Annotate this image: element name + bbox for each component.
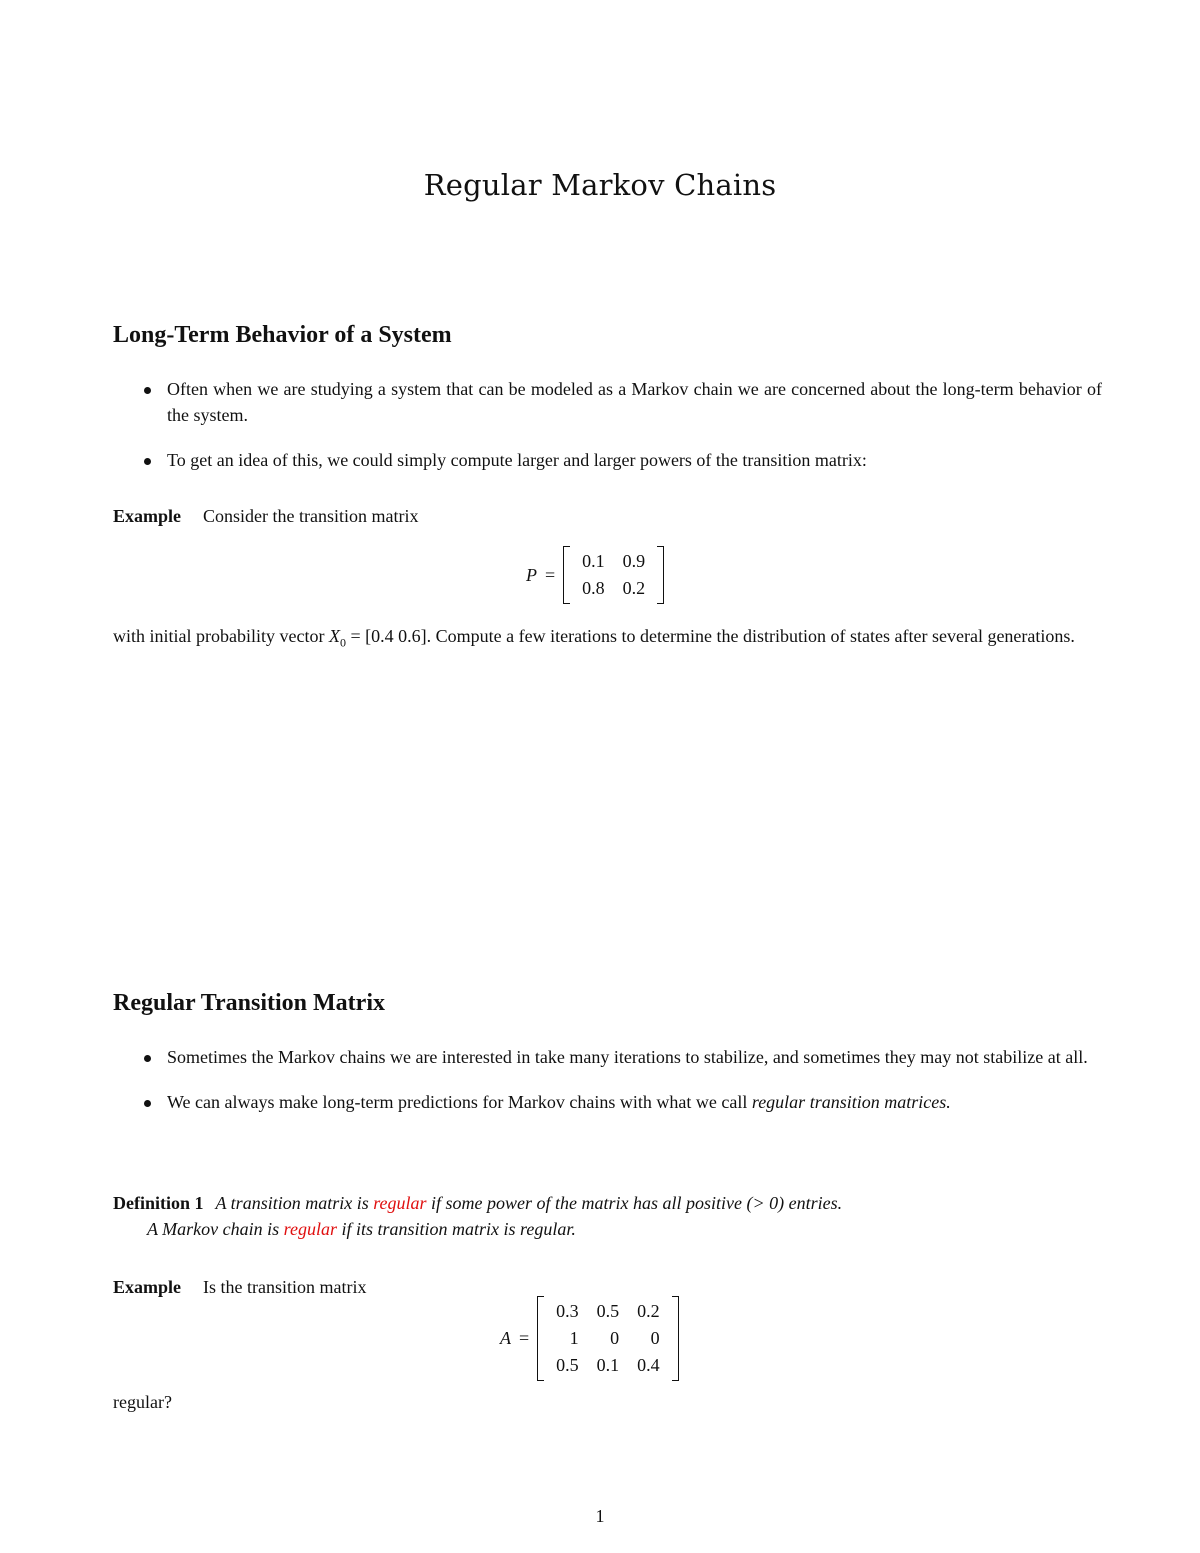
example-1 [113,503,1103,529]
list-item [140,447,1102,473]
regular-highlight: regular [373,1193,427,1213]
matrix-table [547,1298,669,1379]
matrix-cell: 0.3 [556,1301,579,1321]
matrix-cell: 0.9 [622,551,646,571]
bullet-text: To get an idea of this, we could simply compute larger and larger powers of the transition matrix: [167,450,867,470]
bullet-text: We can always make long-term predictions for Markov chains with what we call [167,1092,752,1112]
definition-text: if its transition matrix is regular. [337,1219,576,1239]
matrix-bracket [563,546,664,604]
matrix-bracket [537,1296,679,1381]
section-heading-long-term: Long-Term Behavior of a System [113,322,452,348]
equals-sign: = [519,1328,530,1348]
example-text: Consider the transition matrix [203,506,419,526]
matrix-table [573,548,654,602]
matrix-cell: 0 [610,1328,620,1348]
page-number: 1 [595,1506,605,1526]
matrix-cell: 0 [650,1328,660,1348]
list-item [140,1044,1102,1070]
definition-label: Definition 1 [113,1193,204,1213]
bullet-icon [144,1055,151,1062]
matrix-name: A [500,1328,511,1348]
bullet-text: Sometimes the Markov chains we are interested in take many iterations to stabilize, and sometimes they may not stabilize at all. [167,1047,1088,1067]
vector-subscript: 0 [339,635,346,650]
matrix-a [500,1296,679,1381]
matrix-name: P [526,564,537,585]
initial-vector-paragraph [113,623,1103,656]
closing-question: regular? [113,1392,172,1412]
bullet-icon [144,458,151,465]
paragraph-text: = [0.4 0.6]. Compute a few iterations to determine the distribution of states after several generations. [345,626,1075,646]
matrix-p [526,546,664,604]
matrix-cell: 1 [569,1328,579,1348]
bullet-text: Often when we are studying a system that can be modeled as a Markov chain we are concerned about the long-term behavior of the system. [167,379,1102,425]
definition-text: A transition matrix is [215,1193,374,1213]
paragraph-text: with initial probability vector [113,626,329,646]
matrix-cell: 0.2 [637,1301,660,1321]
matrix-cell: 0.1 [596,1355,620,1375]
definition-text: if some power of the matrix has all positive (> 0) entries. [426,1193,843,1213]
list-item [140,1089,1102,1115]
matrix-cell: 0.1 [582,551,605,571]
vector-symbol: X [328,626,340,646]
equals-sign: = [545,564,556,585]
matrix-cell: 0.2 [622,578,646,598]
example-text: Is the transition matrix [203,1277,367,1297]
matrix-cell: 0.5 [596,1301,620,1321]
matrix-cell: 0.5 [556,1355,579,1375]
bullet-emphasis: regular transition matrices. [751,1092,951,1112]
page-title: Regular Markov Chains [423,168,777,202]
definition-text: A Markov chain is [147,1219,284,1239]
definition-1-line2 [147,1216,1097,1242]
matrix-cell: 0.4 [637,1355,660,1375]
section-heading-regular-matrix: Regular Transition Matrix [113,990,385,1016]
section2-bullet-list [140,1044,1102,1134]
list-item [140,376,1102,428]
bullet-icon [144,1100,151,1107]
example-label: Example [113,1277,182,1297]
definition-1 [113,1190,1103,1216]
section1-bullet-list [140,376,1102,492]
example-label: Example [113,506,182,526]
bullet-icon [144,387,151,394]
matrix-cell: 0.8 [582,578,605,598]
regular-highlight: regular [283,1219,337,1239]
